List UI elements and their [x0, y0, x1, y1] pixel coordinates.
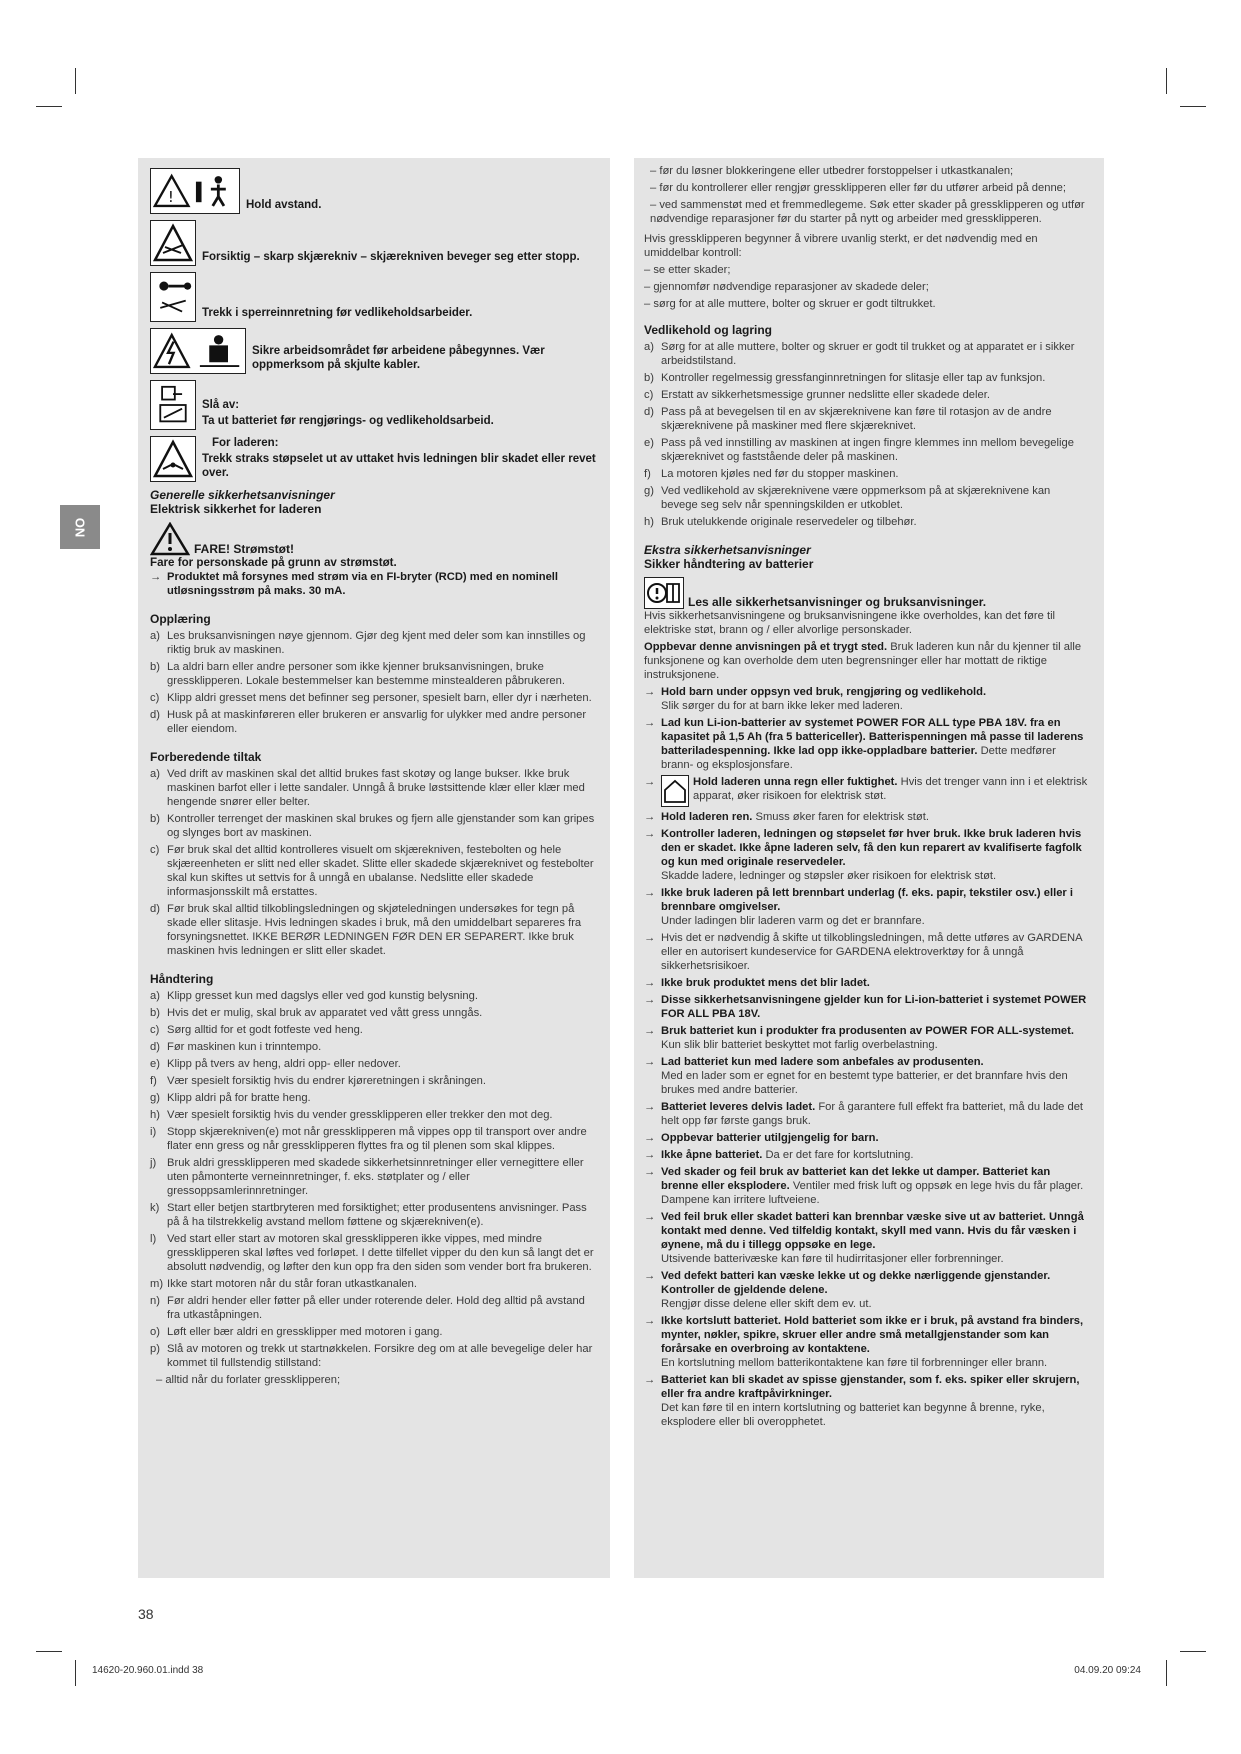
list-item: c) Før bruk skal det alltid kontrolleres visuelt om skjærekniven, festebolten og hele skjæreenheten er slitt ned eller skadet. Slitte eller skadede skjæreknivet og festebolter skal kun skiftes ut settvis for å unngå en ubalanse. Nedslitte eller skadede informasjonsskilt må erstattes. — [150, 844, 594, 898]
list-item: e) Pass på ved innstilling av maskinen at ingen fingre klemmes inn mellom bevegelige skjæreknivet og faststående deler på maskinen. — [644, 437, 1074, 463]
dash-item: – sørg for at alle muttere, bolter og skruer er godt tiltrukket. — [644, 298, 936, 310]
handling-list — [150, 989, 596, 1387]
arrow-list — [644, 685, 1090, 1429]
list-item: a) Klipp gresset kun med dagslys eller ved god kunstig belysning. — [150, 990, 478, 1002]
danger-row — [150, 522, 596, 556]
list-item: g) Klipp aldri på for bratte heng. — [150, 1092, 311, 1104]
list-item: h) Vær spesielt forsiktig hvis du vender gressklipperen eller trekker den mot deg. — [150, 1109, 553, 1121]
arrow-item: → Ved defekt batteri kan væske lekke ut og dekke nærliggende gjenstander. Kontroller de gjeldende delene. Rengjør disse delene eller skift dem ev. ut. — [644, 1270, 1051, 1310]
read-manual-row — [644, 577, 1090, 609]
crop-mark — [36, 1651, 62, 1652]
arrow-item: → Hold laderen ren. Smuss øker faren for elektrisk støt. — [644, 811, 929, 823]
arrow-item: → Hvis det er nødvendig å skifte ut tilkoblingsledningen, må dette utføres av GARDENA eller en autorisert kundeservice for GARDENA elektroverktøy for å unngå sikkerhetsrisikoer. — [644, 932, 1082, 972]
key-remove-icon — [150, 272, 196, 322]
list-item: e) Klipp på tvers av heng, aldri opp- eller nedover. — [150, 1058, 401, 1070]
list-item: a) Les bruksanvisningen nøye gjennom. Gjør deg kjent med deler som kan innstilles og riktig bruk av maskinen. — [150, 630, 586, 656]
list-item: f) La motoren kjøles ned før du stopper maskinen. — [644, 468, 899, 480]
symbol-text: Trekk straks støpselet ut av uttaket hvis ledningen blir skadet eller revet over. — [202, 453, 596, 479]
left-column — [138, 158, 610, 1578]
list-item: a) Sørg for at alle muttere, bolter og skruer er godt til trukket og at apparatet er i sikker arbeidstilstand. — [644, 341, 1075, 367]
list-item: a) Ved drift av maskinen skal det alltid brukes fast skotøy og lange bukser. Ikke bruk maskinen barfot eller i lette sandaler. Unngå å bruke løstsittende klær eller klær med hengende snører eller belter. — [150, 768, 585, 808]
dash-item: – før du kontrollerer eller rengjør gressklipperen eller før du utfører arbeid på denne; — [650, 182, 1066, 194]
list-item: k) Start eller betjen startbryteren med forsiktighet; etter produsentens anvisninger. Pass på å ha tilstrekkelig avstand mellom føttene og skjærekniven(e). — [150, 1202, 587, 1228]
list-item: c) Sørg alltid for et godt fotfeste ved heng. — [150, 1024, 363, 1036]
extra-heading: Ekstra sikkerhetsanvisninger — [644, 543, 811, 557]
prep-heading: Forberedende tiltak — [150, 750, 262, 764]
arrow-item: → Lad batteriet kun med ladere som anbefales av produsenten. Med en lader som er egnet for en bestemt type batterier, er det brannfare hvis den brukes med andre batterier. — [644, 1056, 1068, 1096]
list-item: p) Slå av motoren og trekk ut startnøkkelen. Forsikre deg om at alle bevegelige deler har kommet til fullstendig stillstand: — [150, 1343, 593, 1369]
dash-item: – før du løsner blokkeringene eller utbedrer forstoppelser i utkastkanalen; — [650, 165, 1014, 177]
symbol-row — [150, 220, 596, 266]
list-item: n) Før aldri hender eller føtter på eller under roterende deler. Hold deg alltid på avstand fra utkaståpningen. — [150, 1295, 585, 1321]
arrow-item: → Hold barn under oppsyn ved bruk, rengjøring og vedlikehold. Slik sørger du for at barn ikke leker med laderen. — [644, 686, 987, 712]
house-rain-icon — [661, 775, 689, 807]
rcd-item: → Produktet må forsynes med strøm via en FI-bryter (RCD) med en nominell utløsningsstrøm på maks. 30 mA. — [150, 571, 559, 597]
danger-warning-icon — [150, 522, 190, 556]
arrow-item: → Batteriet leveres delvis ladet. For å garantere full effekt fra batteriet, må du lade det helt opp før første gangs bruk. — [644, 1101, 1084, 1127]
crop-mark — [75, 68, 76, 94]
list-item: j) Bruk aldri gressklipperen med skadede sikkerhetsinnretninger eller vernegittere eller uten påmonterte verneinnretninger, f. eks. støtplater og / eller gressoppsamlerinnretninger. — [150, 1157, 584, 1197]
list-item: c) Erstatt av sikkerhetsmessige grunner nedslitte eller skadede deler. — [644, 389, 990, 401]
maint-heading: Vedlikehold og lagring — [644, 323, 773, 337]
symbol-text: Sikre arbeidsområdet før arbeidene påbegynnes. Vær oppmerksom på skjulte kabler. — [252, 345, 545, 371]
list-item: d) Husk på at maskinføreren eller brukeren er ansvarlig for ulykker med andre personer eller eiendom. — [150, 709, 587, 735]
danger-text: Fare for personskade på grunn av strømstøt. — [150, 556, 397, 569]
arrow-item: → Ikke bruk produktet mens det blir ladet. — [644, 977, 870, 989]
arrow-item: → Ved feil bruk eller skadet batteri kan brennbar væske sive ut av batteriet. Unngå kontakt med denne. Ved tilfeldig kontakt, skyll med vann. Hvis du får væsken i øynene, må du i tillegg oppsøke en lege. Utsivende batterivæske kan føre til hudirritasjoner eller forbrenninger. — [644, 1211, 1084, 1265]
general-heading: Generelle sikkerhetsanvisninger — [150, 488, 335, 502]
footer-date: 04.09.20 09:24 — [1074, 1665, 1141, 1676]
list-item: f) Vær spesielt forsiktig hvis du endrer kjøreretningen i skråningen. — [150, 1075, 486, 1087]
page-number: 38 — [138, 1606, 154, 1622]
footer-file: 14620-20.960.01.indd 38 — [92, 1665, 204, 1676]
list-item: i) Stopp skjærekniven(e) mot når gressklipperen må vippes opp til transport over andre flater enn gress og når gressklipperen flyttes fra og til plenen som skal klippes. — [150, 1126, 587, 1152]
crop-mark — [1166, 68, 1167, 94]
keep-paragraph: Oppbevar denne anvisningen på et trygt sted. Bruk laderen kun når du kjenner til alle funksjonene og kan overholde dem uten begrensninger eller har mottatt de riktige instruksjonene. — [644, 641, 1082, 681]
arrow-item: → Disse sikkerhetsanvisningene gjelder kun for Li-ion-batteriet i systemet POWER FOR ALL PBA 18V. — [644, 994, 1087, 1020]
crop-mark — [1166, 1660, 1167, 1686]
arrow-item: → Bruk batteriet kun i produkter fra produsenten av POWER FOR ALL-systemet. Kun slik blir batteriet beskyttet mot farlig overbelastning. — [644, 1025, 1074, 1051]
list-item: l) Ved start eller start av motoren skal gressklipperen ikke vippes, med mindre gressklipperen skal løftes ved forløpet. I dette tilfellet vipper du den kun så langt det er absolutt nødvendig, og løfter den kun opp fra den siden som vender bort fra brukeren. — [150, 1233, 594, 1273]
arrow-item: → Ikke åpne batteriet. Da er det fare for kortslutning. — [644, 1149, 914, 1161]
symbol-text: Ta ut batteriet før rengjørings- og vedlikeholdsarbeid. — [202, 415, 494, 427]
symbol-text: Trekk i sperreinnretning før vedlikeholdsarbeider. — [202, 307, 473, 319]
list-item: h) Bruk utelukkende originale reservedeler og tilbehør. — [644, 516, 917, 528]
svg-text:!: ! — [167, 188, 174, 207]
list-item: d) Pass på at bevegelsen til en av skjæreknivene kan føre til rotasjon av de andre skjæreknivene på maskiner med flere skjæreknivet. — [644, 406, 1052, 432]
electric-heading: Elektrisk sikkerhet for laderen — [150, 502, 322, 516]
list-item: m) Ikke start motoren når du står foran utkastkanalen. — [150, 1278, 417, 1290]
list-item: c) Klipp aldri gresset mens det befinner seg personer, spesielt barn, eller dyr i nærheten. — [150, 692, 592, 704]
symbol-text: Forsiktig – skarp skjærekniv – skjærekniven beveger seg etter stopp. — [202, 251, 580, 263]
crop-mark — [1180, 1651, 1206, 1652]
arrow-item: → Ved skader og feil bruk av batteriet kan det lekke ut damper. Batteriet kan brenne eller eksplodere. Ventiler med frisk luft og oppsøk en lege hvis du får plager. Dampene kan irritere luftveiene. — [644, 1166, 1084, 1206]
danger-label: FARE! Strømstøt! — [194, 542, 294, 556]
warning-blade-icon — [150, 220, 196, 266]
crop-mark — [36, 106, 62, 107]
keep-distance-icon — [150, 168, 240, 214]
dash-item: – ved sammenstøt med et fremmedlegeme. Søk etter skader på gressklipperen og utfør nødvendige reparasjoner før du starter på nytt og arbeider med gressklipperen. — [650, 199, 1085, 225]
symbol-row — [150, 272, 596, 322]
arrow-item: → Hold laderen unna regn eller fuktighet. Hvis det trenger vann inn i et elektrisk apparat, øker risikoen for elektrisk støt. — [644, 775, 1090, 807]
list-item: d) Før maskinen kun i trinntempo. — [150, 1041, 322, 1053]
list-item: g) Ved vedlikehold av skjæreknivene være oppmerksom på at skjæreknivene kan bevege seg selv når spenningskilden er utkoblet. — [644, 485, 1051, 511]
symbol-row — [150, 380, 596, 430]
symbol-row — [150, 168, 596, 214]
symbol-text: Slå av: — [202, 399, 240, 411]
battery-heading: Sikker håndtering av batterier — [644, 557, 814, 571]
language-tab: NO — [60, 505, 100, 549]
arrow-item: → Ikke bruk laderen på lett brennbart underlag (f. eks. papir, tekstiler osv.) eller i brennbare omgivelser. Under ladingen blir laderen varm og det er brannfare. — [644, 887, 1073, 927]
training-heading: Opplæring — [150, 612, 211, 626]
training-list — [150, 629, 596, 736]
list-item: d) Før bruk skal alltid tilkoblingsledningen og skjøteledningen undersøkes for tegn på skade eller slitasje. Hvis ledningen skades i bruk, må den umiddelbart separeres fra forsyningsnettet. IKKE BERØR LEDNINGEN FØR DEN ER SEPARERT. Ikke bruk maskinen hvis ledningen er slitt eller skadet. — [150, 903, 582, 957]
list-item: o) Løft eller bær aldri en gressklipper med motoren i gang. — [150, 1326, 443, 1338]
crop-mark — [75, 1660, 76, 1686]
right-column — [634, 158, 1104, 1578]
arrow-item: → Kontroller laderen, ledningen og støpselet før hver bruk. Ikke bruk laderen hvis den er skadet. Ikke åpne laderen selv, få den kun reparert av kvalifiserte fagfolk og kun med originale reservedeler. Skadde ladere, ledninger og støpsler øker risikoen for elektrisk støt. — [644, 828, 1082, 882]
symbol-row — [150, 328, 596, 374]
charger-warning-icon — [150, 436, 196, 482]
handling-heading: Håndtering — [150, 972, 214, 986]
electric-hazard-icon — [150, 328, 246, 374]
vibrate-text: Hvis gressklipperen begynner å vibrere uvanlig sterkt, er det nødvendig med en umiddelbar kontroll: — [644, 233, 1038, 259]
list-item: b) La aldri barn eller andre personer som ikke kjenner bruksanvisningen, bruke gressklipperen. Lokale bestemmelser kan bestemme minstealderen påbrukeren. — [150, 661, 565, 687]
crop-mark — [1180, 106, 1206, 107]
read-label: Les alle sikkerhetsanvisninger og bruksanvisninger. — [688, 595, 987, 609]
dash-item: – alltid når du forlater gressklipperen; — [156, 1374, 341, 1386]
battery-remove-icon — [150, 380, 196, 430]
symbol-text: Hold avstand. — [246, 199, 322, 211]
read-text: Hvis sikkerhetsanvisningene og bruksanvisningene ikke overholdes, kan det føre til elektriske støt, brann og / eller alvorlige personskader. — [644, 610, 1056, 636]
list-item: b) Hvis det er mulig, skal bruk av apparatet ved vått gress unngås. — [150, 1007, 483, 1019]
arrow-item: → Ikke kortslutt batteriet. Hold batteriet som ikke er i bruk, på avstand fra binders, mynter, nøkler, spikre, skruer eller andre små metallgjenstander som kan forårsake en overbroing av kontaktene. En kortslutning mellom batterikontaktene kan føre til forbrenninger eller brann. — [644, 1315, 1084, 1369]
dash-item: – gjennomfør nødvendige reparasjoner av skadede deler; — [644, 281, 929, 293]
symbol-list — [150, 168, 596, 482]
arrow-item: → Oppbevar batterier utilgjengelig for barn. — [644, 1132, 879, 1144]
symbol-row — [150, 436, 596, 482]
arrow-item: → Lad kun Li-ion-batterier av systemet POWER FOR ALL type PBA 18V. fra en kapasitet på 1,5 Ah (fra 5 battericeller). Batterispenningen må passe til laderens batteriladespenning. Ikke lad opp ikke-oppladbare batterier. Dette medfører brann- og eksplosjonsfare. — [644, 717, 1084, 771]
prep-list — [150, 767, 596, 958]
list-item: b) Kontroller regelmessig gressfanginnretningen for slitasje eller tap av funksjon. — [644, 372, 1046, 384]
arrow-item: → Batteriet kan bli skadet av spisse gjenstander, som f. eks. spiker eller skrujern, eller fra andre kraftpåvirkninger. Det kan føre til en intern kortslutning og batteriet kan begynne å brenne, ryke, eksplodere eller bli overopphetet. — [644, 1374, 1080, 1428]
list-item: b) Kontroller terrenget der maskinen skal brukes og fjern alle gjenstander som kan gripes og slynges bort av maskinen. — [150, 813, 595, 839]
symbol-text: For laderen: — [212, 437, 279, 449]
read-manual-icon — [644, 577, 684, 609]
maint-list — [644, 340, 1090, 529]
dash-item: – se etter skader; — [644, 264, 731, 276]
